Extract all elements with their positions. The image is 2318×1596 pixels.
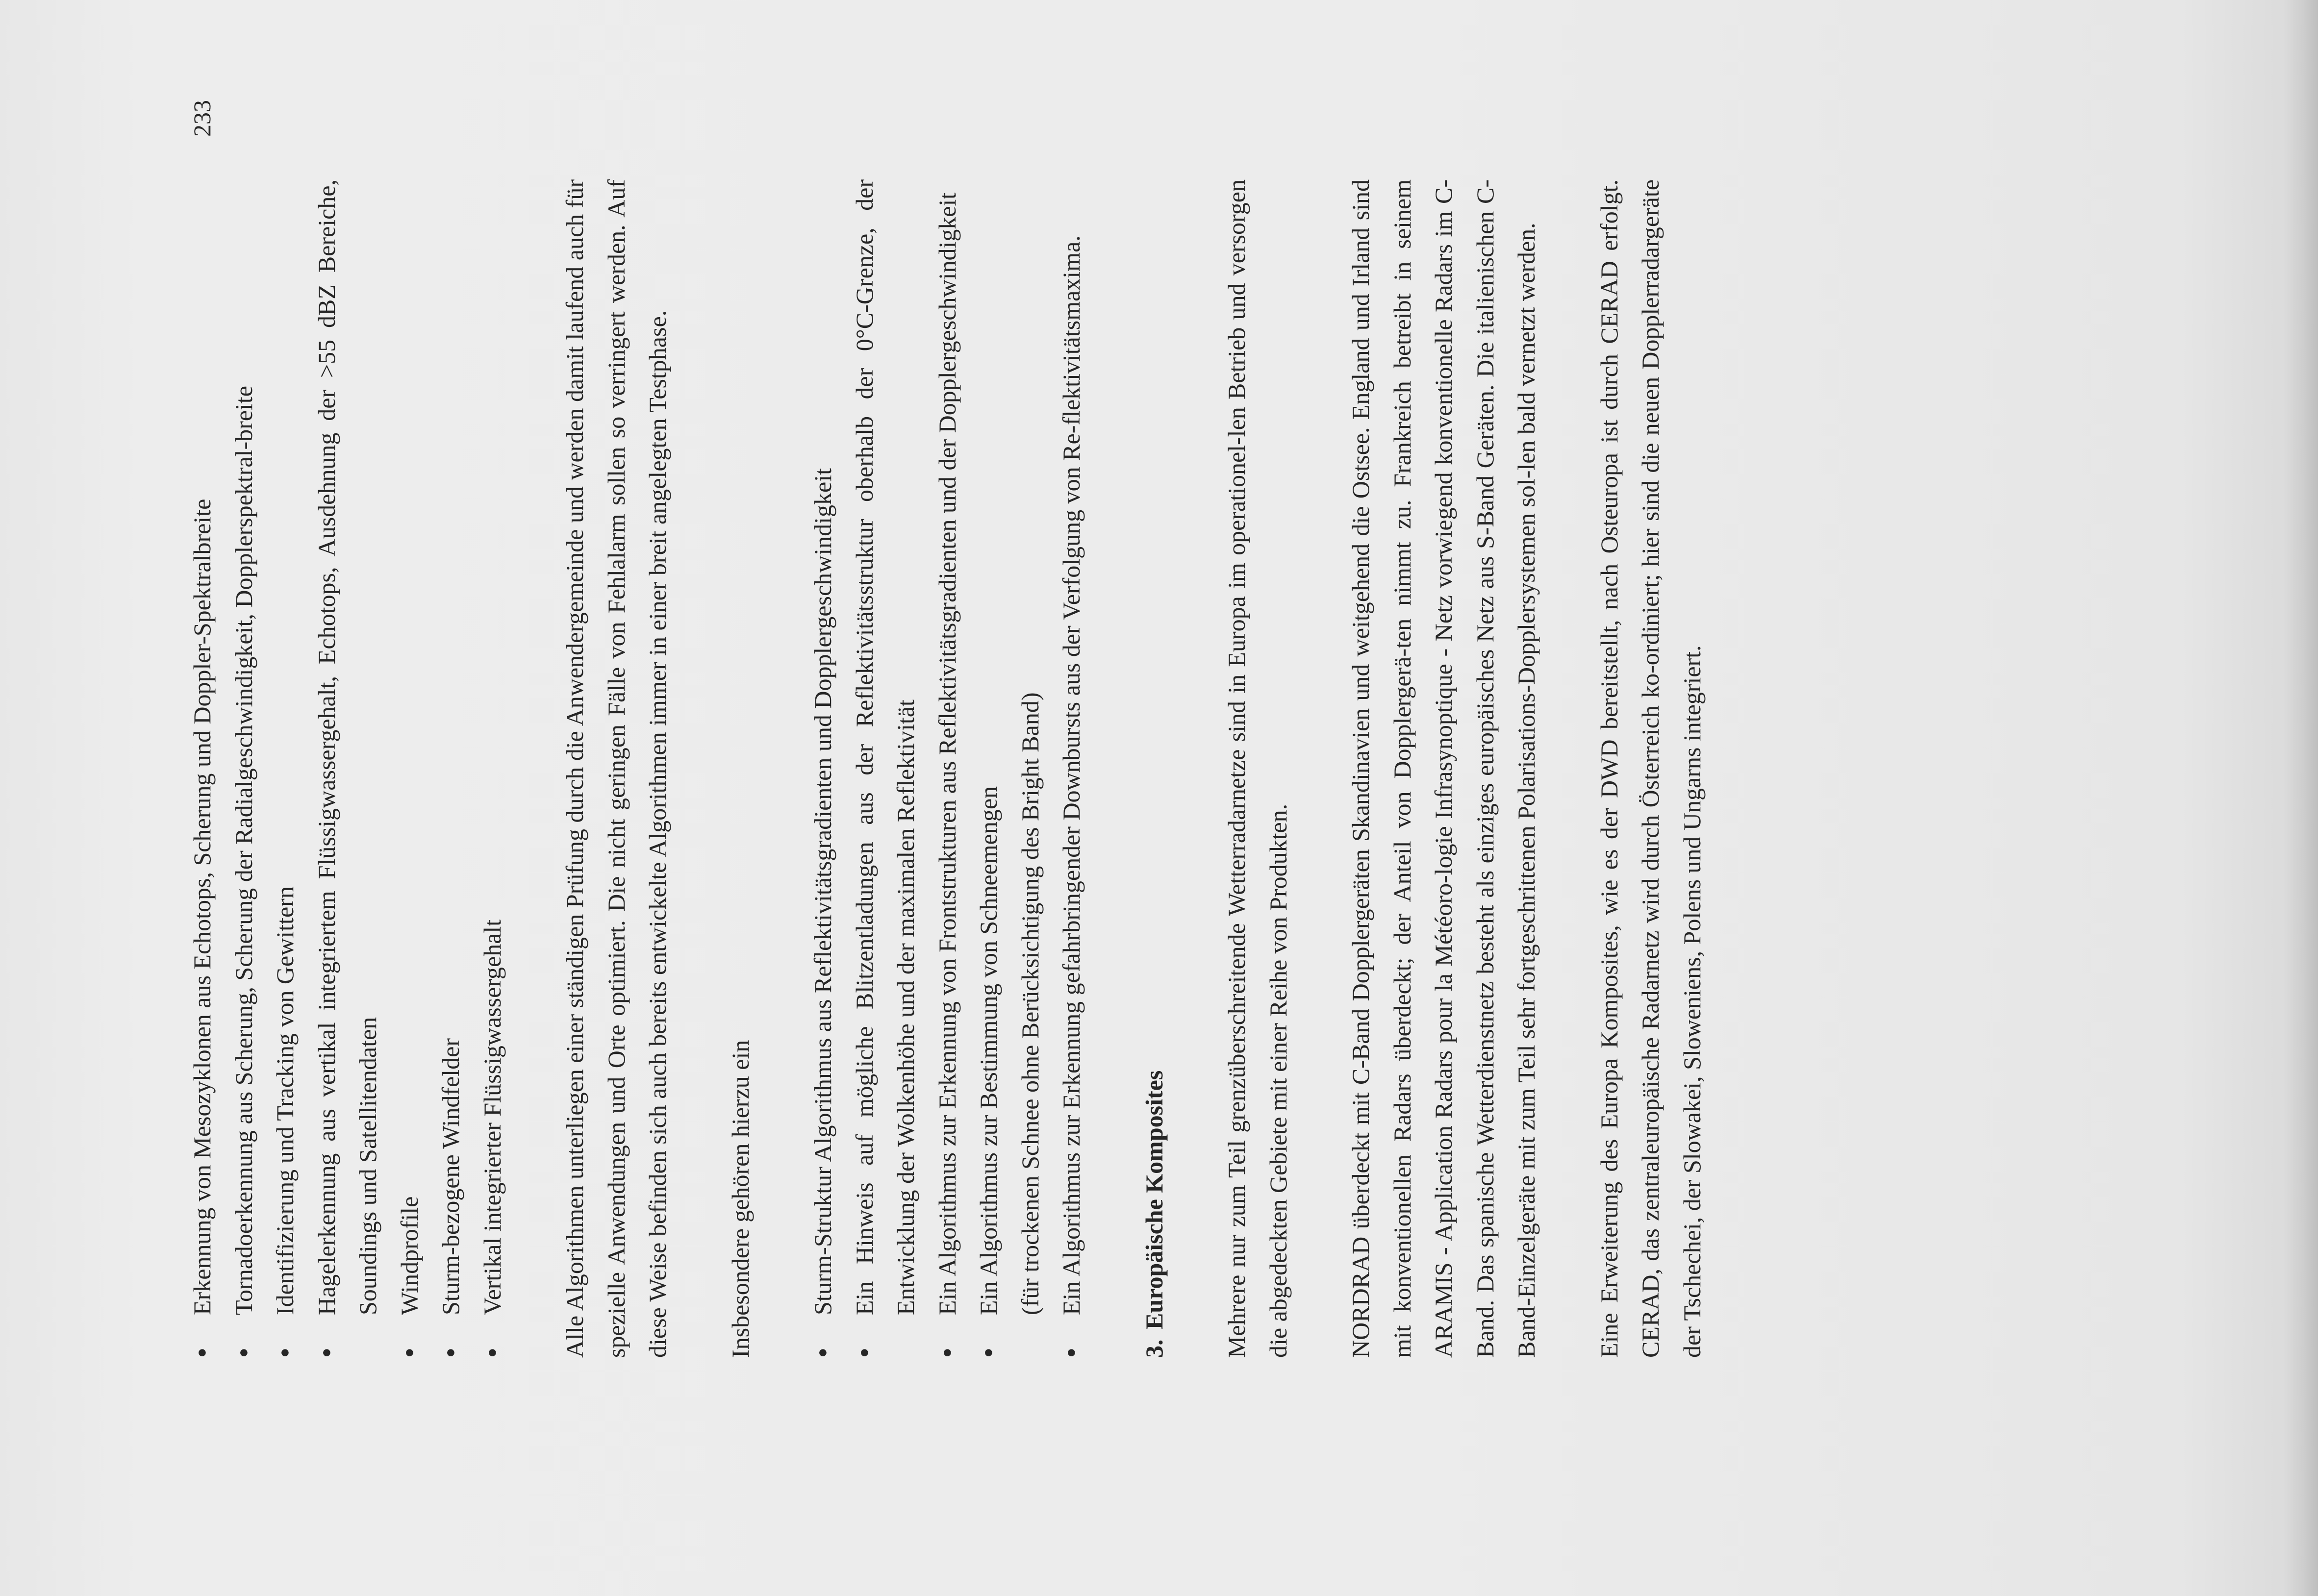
paragraph-nordrad: NORDRAD überdeckt mit C-Band Dopplergeräten Skandinavien und weitgehend die Ostsee. England und Irland sind mit konventionellen Radars überdeckt; der Anteil von Dopplergerä-ten nimmt zu. Frankreich betreibt in seinem ARAMIS - Application Radars pour la Météoro-logie Infrasynoptique - Netz vorwiegend konventionelle Radars im C-Band. Das spanische Wetterdienstnetz besteht als einziges europäisches Netz aus S-Band Geräten. Die italienischen C-Band-Einzelgeräte mit zum Teil sehr fortgeschrittenen Polarisations-Dopplersystemen sol-len bald vernetzt werden. bbox=[1347, 179, 1540, 1358]
list-item bbox=[844, 179, 927, 1358]
paragraph-algorithm-testing: Alle Algorithmen unterliegen einer ständigen Prüfung durch die Anwendergemeinde und werden damit laufend auch für spezielle Anwendungen und Orte optimiert. Die nicht geringen Fälle von Fehlalarm sollen so verringert werden. Auf diese Weise befinden sich auch bereits entwickelte Algorithmen immer in einer breit angelegten Testphase. bbox=[561, 179, 671, 1358]
section-heading bbox=[1134, 179, 1175, 1358]
list-item: ● Sturm-bezogene Windfelder bbox=[430, 179, 472, 1358]
rotated-document-page bbox=[181, 62, 2192, 1473]
list-item-text: Sturm-Struktur Algorithmus aus Reflektivitätsgradienten und Dopplergeschwindigkeit bbox=[809, 468, 836, 1315]
list-item-text: Ein Algorithmus zur Bestimmung von Schneemengen bbox=[975, 786, 1002, 1315]
list-item: ● Windprofile bbox=[389, 179, 430, 1358]
list-item bbox=[968, 179, 1051, 1358]
paragraph-insbesondere: Insbesondere gehören hierzu ein bbox=[726, 1040, 754, 1358]
page-number: 233 bbox=[188, 100, 216, 137]
section-title: Europäische Komposites bbox=[1140, 1070, 1168, 1329]
list-item-text: Ein Algorithmus zur Erkennung von Frontstrukturen aus Reflektivitätsgradienten und der Dopplergeschwindigkeit bbox=[933, 192, 961, 1315]
list-item-text: Ein Hinweis auf mögliche Blitzentladungen aus der Reflektivitätsstruktur oberhalb der 0°C-Grenze, der Entwicklung der Wolkenhöhe und der maximalen Reflektivität bbox=[850, 179, 919, 1315]
list-item-text: Ein Algorithmus zur Erkennung gefahrbringender Downbursts aus der Verfolgung von Re-flektivitätsmaxima. bbox=[1058, 235, 1085, 1315]
book-spine-shadow bbox=[2284, 0, 2318, 1596]
section-number: 3. bbox=[1140, 1339, 1168, 1358]
page-body bbox=[181, 179, 1713, 1358]
list-item: ● Tornadoerkennung aus Scherung, Scherung der Radialgeschwindigkeit, Dopplerspektral-breite bbox=[223, 179, 265, 1358]
bullet-list-new-algorithms bbox=[802, 179, 1092, 1358]
list-item-subtext: (für trockenen Schnee ohne Berücksichtigung des Bright Band) bbox=[1016, 692, 1044, 1315]
list-item: ● Erkennung von Mesozyklonen aus Echotops, Scherung und Doppler-Spektralbreite bbox=[181, 179, 223, 1358]
paragraph-cerad: Eine Erweiterung des Europa Komposites, wie es der DWD bereitstellt, nach Osteuropa ist durch CERAD erfolgt. CERAD, das zentraleuropäische Radarnetz wird durch Österreich ko-ordiniert; hier sind die neuen Dopplerradargeräte der Tschechei, der Slowakei, Sloweniens, Polens und Ungarns integriert. bbox=[1595, 179, 1706, 1358]
list-item bbox=[927, 179, 968, 1358]
list-item bbox=[1051, 179, 1092, 1358]
bullet-list-algorithms bbox=[181, 179, 513, 1358]
list-item bbox=[802, 179, 844, 1358]
list-item: ● Vertikal integrierter Flüssigwassergehalt bbox=[472, 179, 513, 1358]
list-item: ● Hagelerkennung aus vertikal integriertem Flüssigwassergehalt, Echotops, Ausdehnung der >55 dBZ Bereiche, Soundings und Satellitendaten bbox=[306, 179, 389, 1358]
list-item: ● Identifizierung und Tracking von Gewittern bbox=[264, 179, 306, 1358]
paragraph-european-networks: Mehrere nur zum Teil grenzüberschreitende Wetterradarnetze sind in Europa im operationel-len Betrieb und versorgen die abgedeckten Gebiete mit einer Reihe von Produkten. bbox=[1223, 179, 1292, 1358]
